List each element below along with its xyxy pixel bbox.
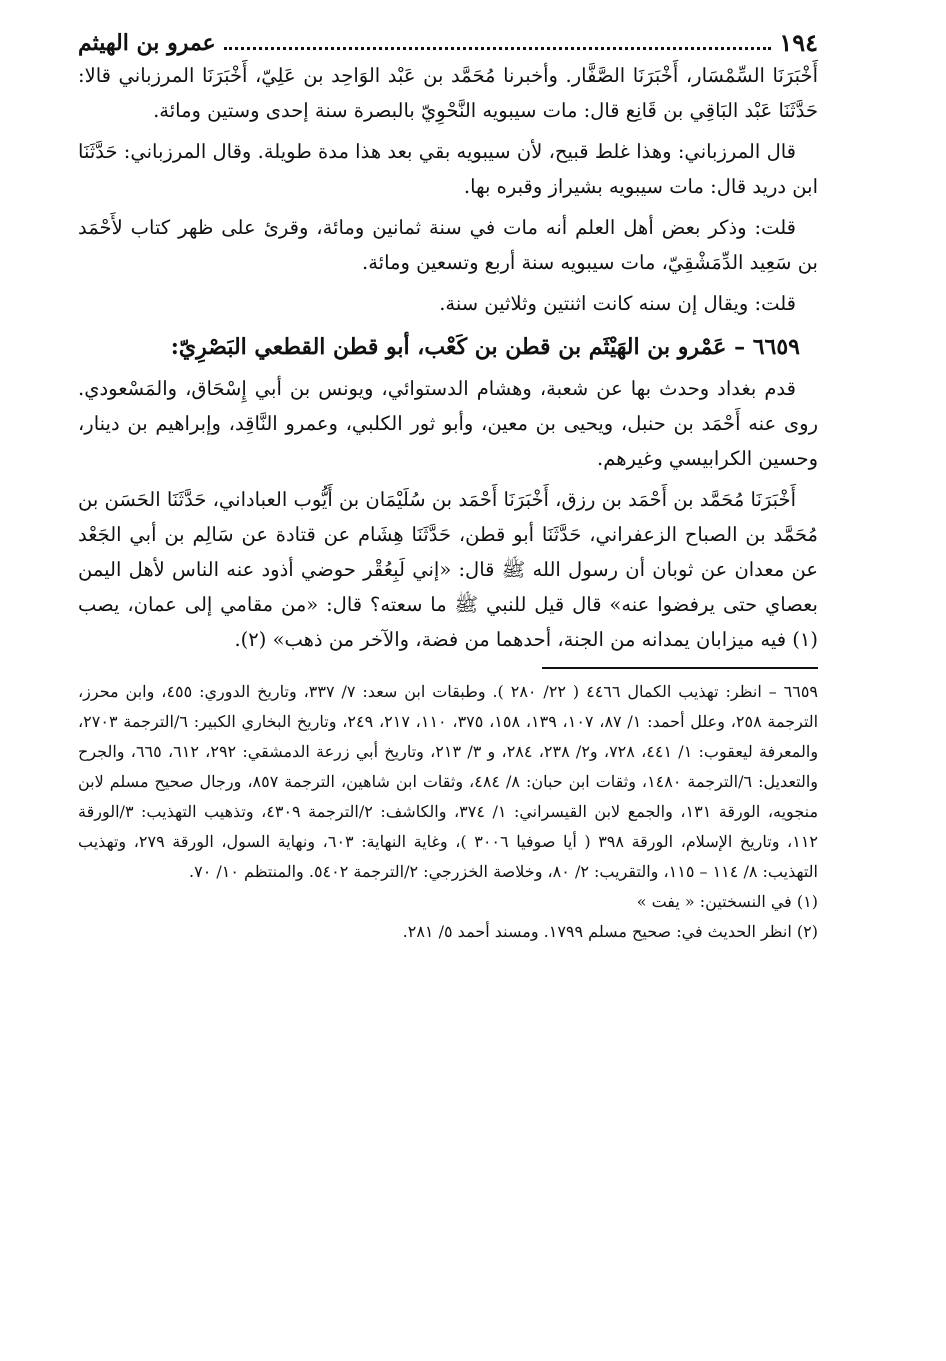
footnote-sources: ٦٦٥٩ – انظر: تهذيب الكمال ٤٤٦٦ ( ٢٢/ ٢٨٠ ). وطبقات ابن سعد: ٧/ ٣٣٧، وتاريخ الدوري: ٤٥٥، وابن محرز، الترجمة ٢٥٨، وعلل أحمد: ١/ ٨٧، ١٠٧، ١٣٩، ١٥٨، ٣٧٥، ١١٠، ٢١٧، ٢٤٩، وتاريخ البخاري الكبير: ٦/الترجمة ٢٧٠٣، والمعرفة ليعقوب: ١/ ٤٤١، ٧٢٨، و٢/ ٢٣٨، ٢٨٤، و ٣/ ٢١٣، وتاريخ أبي زرعة الدمشقي: ٢٩٢، ٦١٢، ٦٦٥، والجرح والتعديل: ٦/الترجمة ١٤٨٠، وثقات ابن حبان: ٨/ ٤٨٤، وثقات ابن شاهين، الترجمة ٨٥٧، ورجال صحيح مسلم لابن منجويه، الورقة ١٣١، والجمع لابن القيسراني: ١/ ٣٧٤، والكاشف: ٢/الترجمة ٤٣٠٩، وتذهيب التهذيب: ٣/الورقة ١١٢، وتاريخ الإسلام، الورقة ٣٩٨ ( أيا صوفيا ٣٠٠٦ )، وغاية النهاية: ٦٠٣، ونهاية السول، الورقة ٢٧٩، وتهذيب التهذيب: ٨/ ١١٤ – ١١٥، والتقريب: ٢/ ٨٠، وخلاصة الخزرجي: ٢/الترجمة ٥٤٠٢. والمنتظم ١٠/ ٧٠. bbox=[78, 682, 819, 881]
paragraph: قال المرزباني: وهذا غلط قبيح، لأن سيبويه بقي بعد هذا مدة طويلة. وقال المرزباني: حَدَّثَنَا ابن دريد قال: مات سيبويه بشيراز وقبره بها. bbox=[78, 140, 818, 198]
paragraph: قلت: وذكر بعض أهل العلم أنه مات في سنة ثمانين ومائة، وقرئ على ظهر كتاب لأَحْمَد بن سَعِيد الدِّمَشْقِيّ، مات سيبويه سنة أربع وتسعين ومائة. bbox=[78, 216, 818, 274]
header-dotted-leader bbox=[224, 47, 772, 50]
footnote-separator bbox=[542, 667, 818, 669]
paragraph: قلت: ويقال إن سنه كانت اثنتين وثلاثين سنة. bbox=[439, 292, 796, 315]
footnote: (١) في النسختين: « يفت » bbox=[636, 892, 818, 911]
entry-paragraph: قدم بغداد وحدث بها عن شعبة، وهشام الدستوائي، ويونس بن أبي إِسْحَاق، والمَسْعودي. روى عنه أَحْمَد بن حنبل، ويحيى بن معين، وأبو ثور الكلبي، وعمرو النَّاقِد، وإبراهيم بن دينار، وحسين الكرابيسي وغيرهم. bbox=[78, 377, 818, 470]
paragraph: أَخْبَرَنَا السِّمْسَار، أَخْبَرَنَا الصَّفَّار. وأخبرنا مُحَمَّد بن عَبْد الوَاحِد بن عَلِيّ، أَخْبَرَنَا المرزباني قالا: حَدَّثَنَا عَبْد البَاقِي بن قَانِع قال: مات سيبويه النَّحْوِيّ بالبصرة سنة إحدى وستين ومائة. bbox=[78, 64, 818, 122]
page-number: ١٩٤ bbox=[779, 28, 818, 57]
running-header bbox=[78, 24, 818, 58]
main-text bbox=[78, 58, 818, 657]
footnote: (٢) انظر الحديث في: صحيح مسلم ١٧٩٩. ومسند أحمد ٥/ ٢٨١. bbox=[402, 922, 818, 941]
entry-heading: ٦٦٥٩ – عَمْرو بن الهَيْثَم بن قطن بن كَعْب، أبو قطن القطعي البَصْرِيّ: bbox=[170, 334, 800, 360]
book-page bbox=[78, 24, 818, 947]
footnotes bbox=[78, 677, 818, 947]
running-title: عمرو بن الهيثم bbox=[78, 30, 216, 56]
entry-paragraph: أَخْبَرَنَا مُحَمَّد بن أَحْمَد بن رزق، أَخْبَرَنَا أَحْمَد بن سُلَيْمَان بن أَيُّوب العباداني، حَدَّثَنَا الحَسَن بن مُحَمَّد بن الصباح الزعفراني، حَدَّثَنَا أبو قطن، حَدَّثَنَا هِشَام عن قتادة عن سَالِم بن أبي الجَعْد عن معدان عن ثوبان أن رسول الله ﷺ قال: «إني لَبِعُقْر حوضي أذود عنه الناس لأهل اليمن بعصاي حتى يرفضوا عنه» قال قيل للنبي ﷺ ما سعته؟ قال: «من مقامي إلى عمان، يصب (١) فيه ميزابان يمدانه من الجنة، أحدهما من فضة، والآخر من ذهب» (٢). bbox=[78, 488, 818, 651]
